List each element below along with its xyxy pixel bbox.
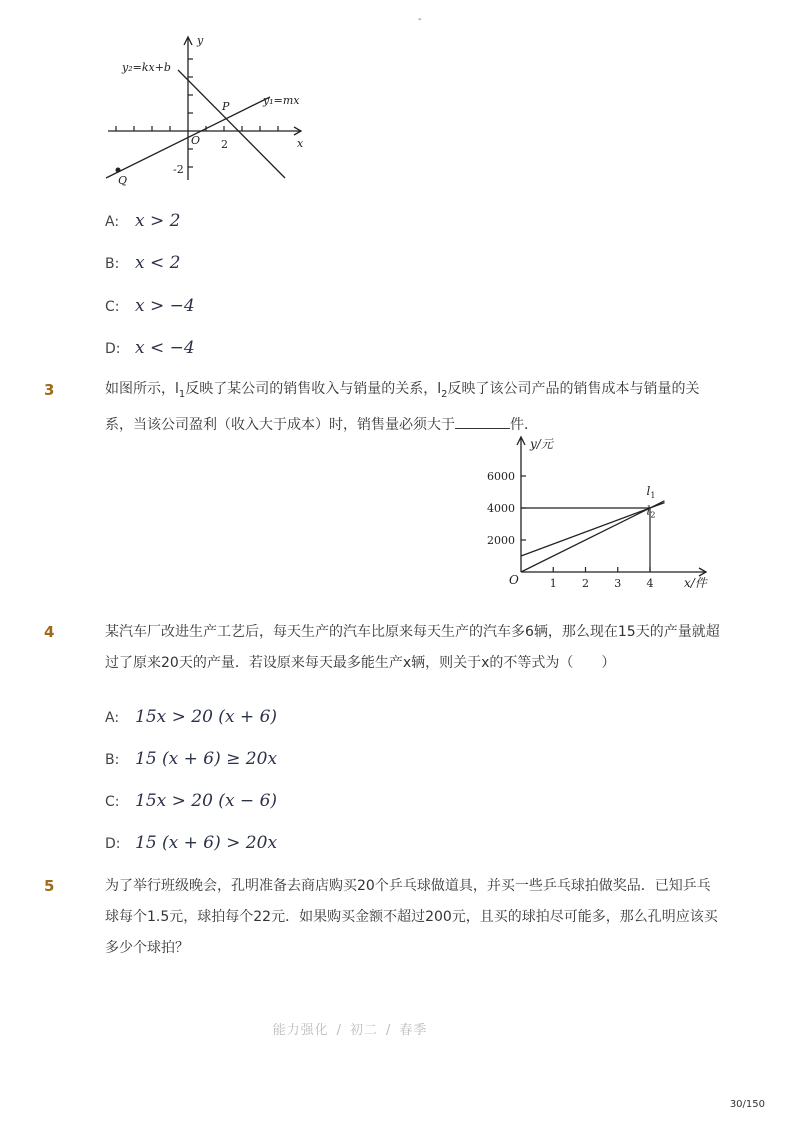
option-expression: x > 2 bbox=[135, 211, 181, 231]
q2-option-b[interactable] bbox=[105, 253, 180, 273]
chart-series-l1 bbox=[521, 501, 665, 572]
q2-option-c[interactable] bbox=[105, 296, 195, 316]
page-number: 30/150 bbox=[729, 1099, 765, 1110]
line1-label: y₁=mx bbox=[263, 94, 300, 107]
option-expression: 15 (x + 6) ≥ 20x bbox=[135, 749, 278, 769]
q2-option-d[interactable] bbox=[105, 338, 195, 358]
question-number-4: 4 bbox=[44, 623, 55, 641]
point-p-label: P bbox=[222, 100, 230, 113]
chart-x-tick-label: 1 bbox=[549, 577, 557, 590]
option-label: D: bbox=[105, 341, 121, 357]
option-label: C: bbox=[105, 794, 120, 810]
chart-y-tick-label: 4000 bbox=[487, 502, 515, 515]
chart-series-label-l1: $l_1$ bbox=[646, 483, 656, 500]
chart-x-tick-label: 4 bbox=[646, 577, 654, 590]
q4-option-d[interactable] bbox=[105, 833, 277, 853]
option-expression: 15x > 20 (x + 6) bbox=[135, 707, 278, 727]
question-number-3: 3 bbox=[44, 381, 55, 399]
chart-y-tick-label: 6000 bbox=[487, 470, 515, 483]
chart-x-tick-label: 3 bbox=[614, 577, 622, 590]
chart-xlabel: x/件 bbox=[684, 576, 707, 590]
option-label: D: bbox=[105, 836, 121, 852]
chart-y-tick-label: 2000 bbox=[487, 534, 515, 547]
tick-label-2: 2 bbox=[221, 138, 228, 151]
tick-marks bbox=[116, 59, 278, 167]
option-expression: x < −4 bbox=[135, 338, 195, 358]
footer-separator: / bbox=[336, 1023, 342, 1038]
point-q-dot bbox=[116, 168, 121, 173]
y-axis-label: y bbox=[197, 34, 204, 47]
footer-term: 春季 bbox=[399, 1023, 428, 1038]
question-number-5: 5 bbox=[44, 877, 55, 895]
origin-label: O bbox=[191, 134, 201, 147]
option-expression: x > −4 bbox=[135, 296, 195, 316]
footer-separator: / bbox=[386, 1023, 392, 1038]
q2-option-a[interactable] bbox=[105, 211, 180, 231]
question-text-5: 为了举行班级晚会，孔明准备去商店购买20个乒乓球做道具，并买一些乒乓球拍做奖品．已知乒乓球每个1.5元，球拍每个22元．如果购买金额不超过200元，且买的球拍尽可能多，那么孔明应该买多少个球拍？ bbox=[105, 878, 718, 956]
x-axis-label: x bbox=[297, 137, 304, 150]
line2-label: y₂=kx+b bbox=[122, 61, 171, 74]
line-y2 bbox=[178, 70, 285, 178]
option-expression: 15 (x + 6) > 20x bbox=[135, 833, 278, 853]
chart-series-label-l2: $l_2$ bbox=[646, 503, 656, 520]
chart-x-tick-label: 2 bbox=[582, 577, 589, 590]
sales-chart bbox=[480, 432, 720, 597]
header-mark: - bbox=[418, 14, 422, 25]
answer-blank[interactable] bbox=[455, 414, 510, 429]
option-label: B: bbox=[105, 752, 120, 768]
q4-option-a[interactable] bbox=[105, 707, 277, 727]
option-label: B: bbox=[105, 256, 120, 272]
question-text-4: 某汽车厂改进生产工艺后，每天生产的汽车比原来每天生产的汽车多6辆，那么现在15天的产量就超过了原来20天的产量．若设原来每天最多能生产x辆，则关于x的不等式为（ ） bbox=[105, 624, 720, 671]
question-text-3: 如图所示，$l_1$反映了某公司的销售收入与销量的关系，$l_2$反映了该公司产品的销售成本与销量的关系，当该公司盈利（收入大于成本）时，销售量必须大于 件． bbox=[105, 381, 700, 433]
tick-label-neg2: -2 bbox=[173, 163, 184, 176]
chart-series-l2 bbox=[521, 503, 665, 556]
chart-ylabel: y/元 bbox=[530, 437, 553, 451]
graph-linear-functions bbox=[100, 30, 315, 195]
option-expression: x < 2 bbox=[135, 253, 181, 273]
footer-grade: 初二 bbox=[349, 1023, 378, 1038]
option-label: A: bbox=[105, 710, 120, 726]
footer-course: 能力强化 bbox=[272, 1023, 329, 1038]
option-label: A: bbox=[105, 214, 120, 230]
chart-origin-label: O bbox=[509, 573, 519, 587]
option-expression: 15x > 20 (x − 6) bbox=[135, 791, 278, 811]
point-q-label: Q bbox=[118, 174, 128, 187]
q4-option-c[interactable] bbox=[105, 791, 277, 811]
footer bbox=[0, 1019, 700, 1038]
option-label: C: bbox=[105, 299, 120, 315]
q4-option-b[interactable] bbox=[105, 749, 277, 769]
